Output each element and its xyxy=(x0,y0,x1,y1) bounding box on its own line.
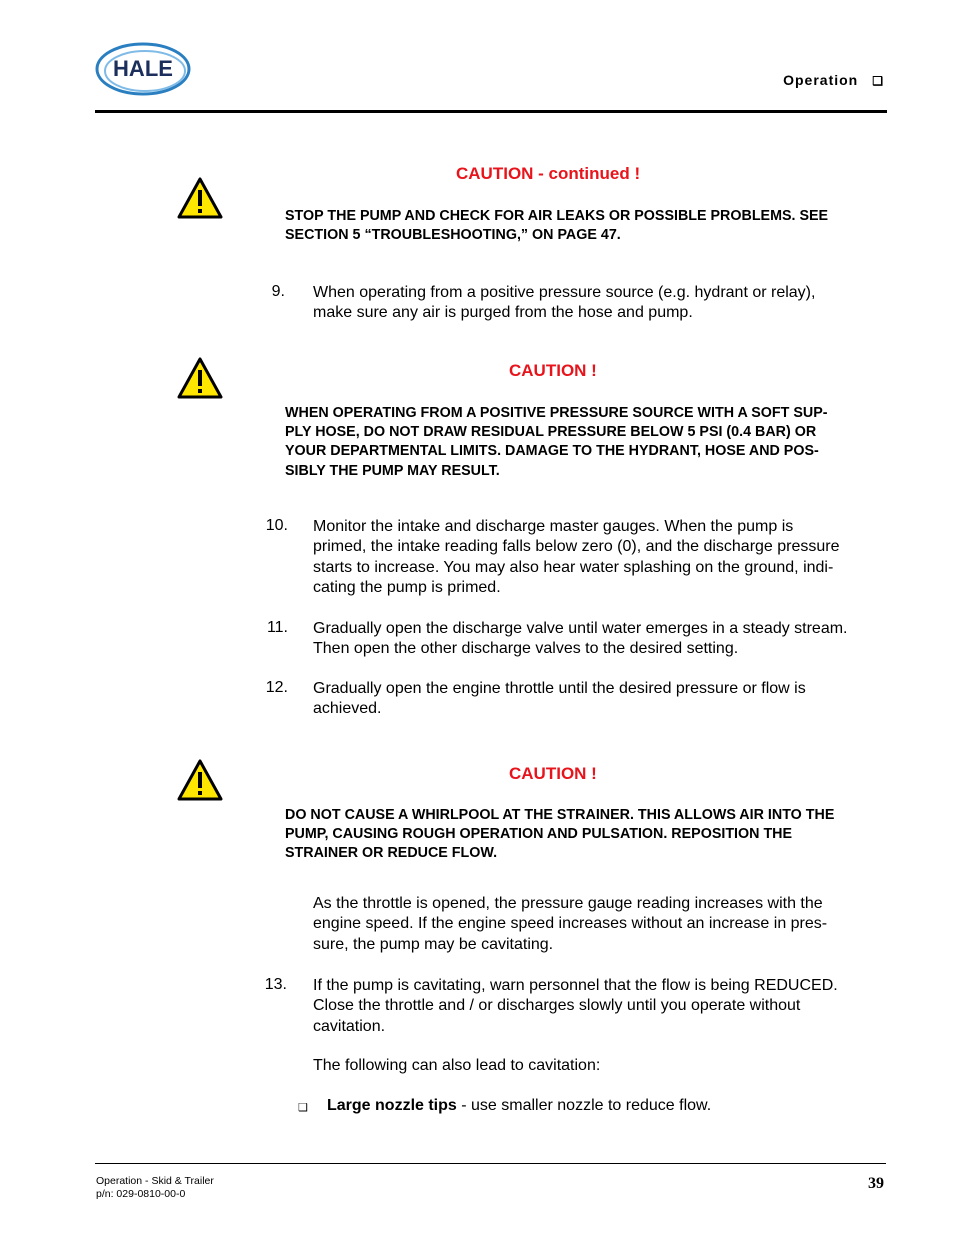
bullet-term: Large nozzle tips xyxy=(327,1097,457,1114)
page-number: 39 xyxy=(868,1175,884,1192)
caution-text: DO NOT CAUSE A WHIRLPOOL AT THE STRAINER. THIS ALLOWS AIR INTO THE PUMP, CAUSING ROUGH OPERATION AND PULSATION. REPOSITION THE STRAINER OR REDUCE FLOW. xyxy=(285,807,835,862)
header-section-title xyxy=(783,72,884,88)
step-text: When operating from a positive pressure source (e.g. hydrant or relay), make sure any air is purged from the hose and pump. xyxy=(313,284,816,322)
checkbox-bullet-icon: ❑ xyxy=(298,1102,308,1114)
caution-text: STOP THE PUMP AND CHECK FOR AIR LEAKS OR POSSIBLE PROBLEMS. SEE SECTION 5 “TROUBLESHOOTING,” ON PAGE 47. xyxy=(285,208,829,244)
bullet-desc: - use smaller nozzle to reduce flow. xyxy=(456,1097,712,1114)
bullet-item xyxy=(327,1097,711,1115)
caution-text: WHEN OPERATING FROM A POSITIVE PRESSURE SOURCE WITH A SOFT SUP- PLY HOSE, DO NOT DRAW RESIDUAL PRESSURE BELOW 5 PSI (0.4 BAR) OR YOUR DEPARTMENTAL LIMITS. DAMAGE TO THE HYDRANT, HOSE AND POS- SIBLY THE PUMP MAY RESULT. xyxy=(285,405,828,479)
section-label: Operation xyxy=(783,72,859,88)
paragraph: As the throttle is opened, the pressure gauge reading increases with the engine speed. If the engine speed increases without an increase in pres- sure, the pump may be cavitating. xyxy=(313,895,828,953)
caution-title: CAUTION ! xyxy=(509,764,597,783)
footer-part-number: p/n: 029-0810-00-0 xyxy=(96,1188,186,1200)
logo-text: HALE xyxy=(113,56,173,81)
step-number: 9. xyxy=(271,283,285,300)
step-text: Monitor the intake and discharge master gauges. When the pump is primed, the intake reading falls below zero (0), and the discharge pressure starts to increase. You may also hear water splashing on the ground, indi- cating the pump is primed. xyxy=(313,518,840,596)
section-box-icon: ❑ xyxy=(872,74,884,88)
warning-triangle-icon xyxy=(176,758,224,802)
step-text: Gradually open the discharge valve until water emerges in a steady stream. Then open the other discharge valves to the desired setting. xyxy=(313,620,848,658)
step-number: 12. xyxy=(265,679,288,696)
step-number: 10. xyxy=(265,517,288,534)
caution-title: CAUTION ! xyxy=(509,361,597,380)
warning-triangle-icon xyxy=(176,356,224,400)
warning-triangle-icon xyxy=(176,176,224,220)
hale-logo xyxy=(93,38,193,100)
step-number: 13. xyxy=(264,976,287,993)
footer-info xyxy=(96,1175,214,1201)
step-text: If the pump is cavitating, warn personnel that the flow is being REDUCED. Close the throttle and / or discharges slowly until you operate without cavitation. xyxy=(313,977,838,1035)
paragraph: The following can also lead to cavitation: xyxy=(313,1057,601,1074)
step-text: Gradually open the engine throttle until the desired pressure or flow is achieved. xyxy=(313,680,806,718)
footer-title: Operation - Skid & Trailer xyxy=(96,1175,214,1187)
caution-title: CAUTION - continued ! xyxy=(456,164,641,183)
step-number: 11. xyxy=(266,619,288,636)
header-rule xyxy=(95,110,887,113)
footer-rule xyxy=(95,1163,886,1164)
